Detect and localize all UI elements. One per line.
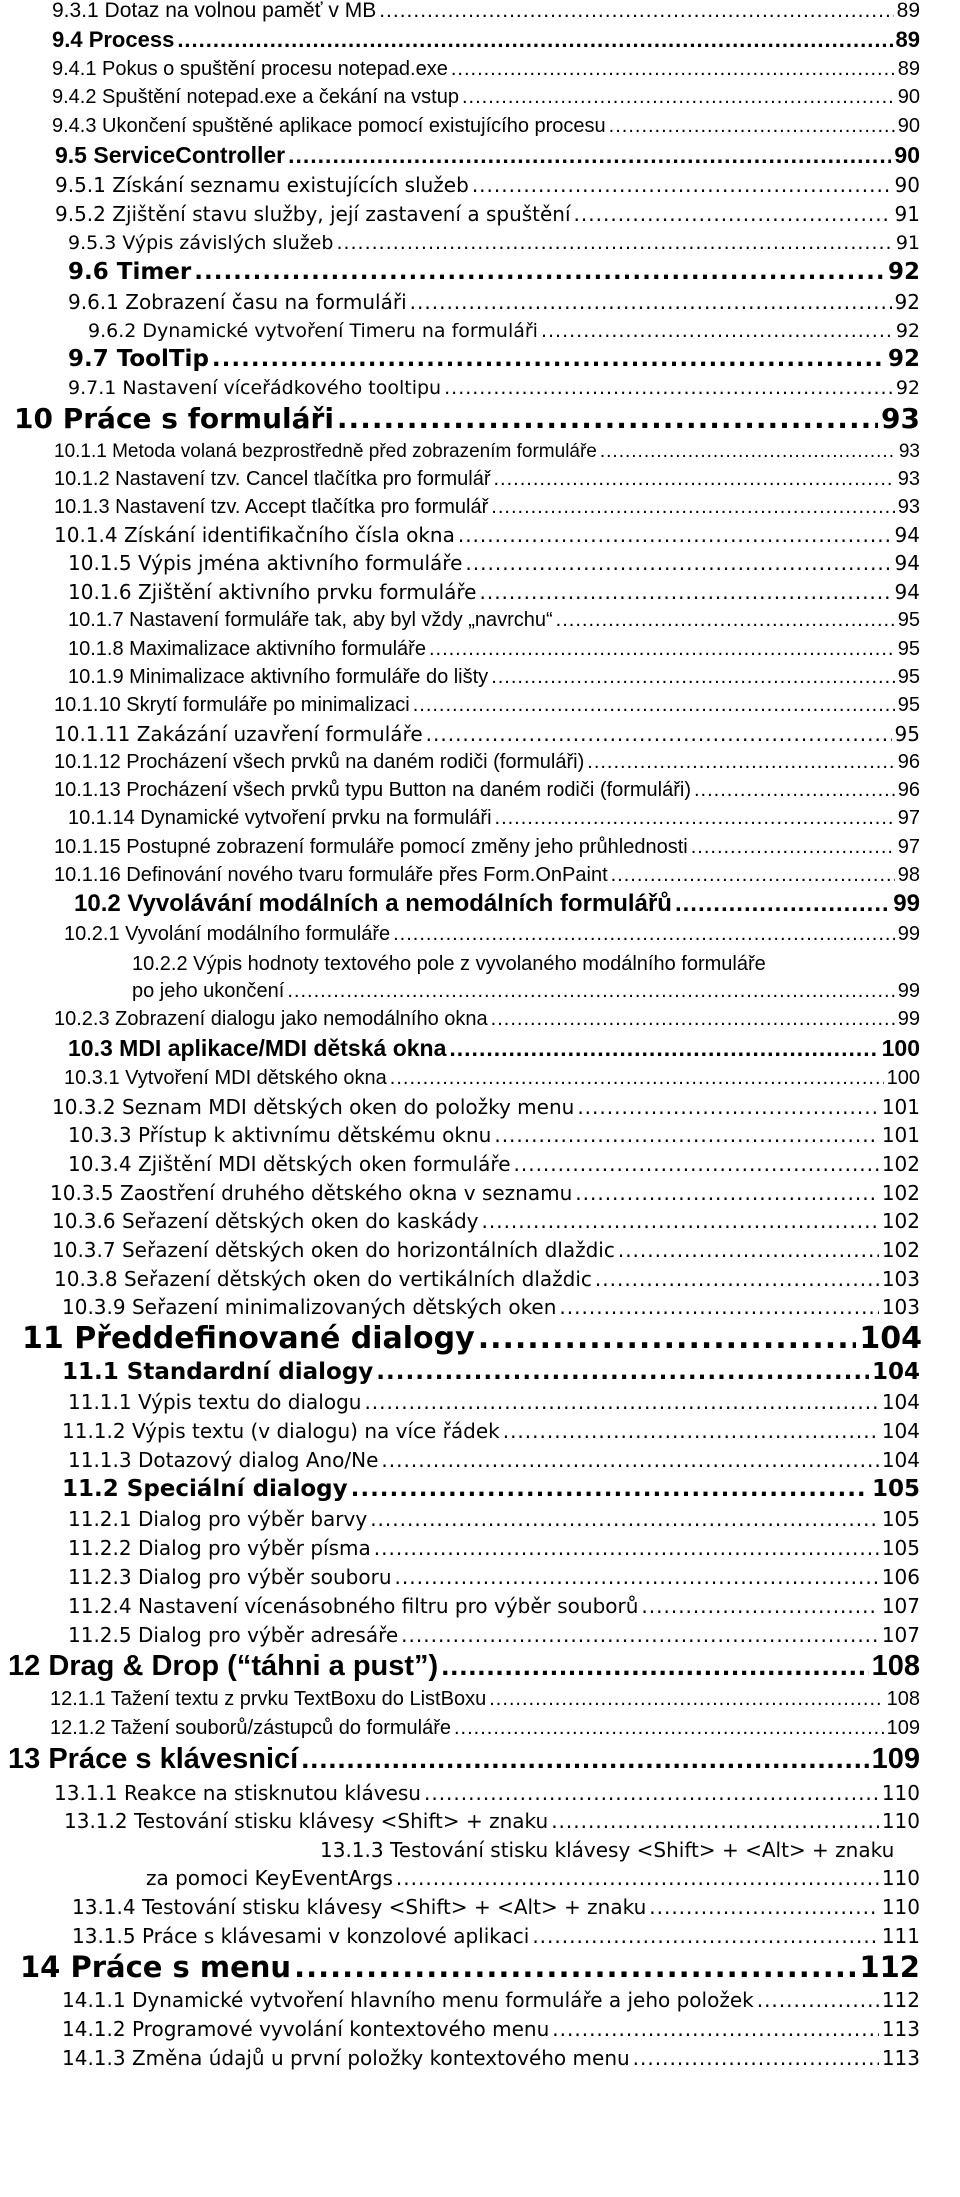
dot-leader [556,610,895,631]
toc-entry[interactable] [52,1238,920,1261]
toc-entry[interactable] [68,806,920,829]
toc-entry[interactable] [68,608,920,631]
toc-entry[interactable] [8,1741,920,1774]
toc-entry[interactable] [54,1267,920,1290]
toc-page-number: 95 [894,722,920,746]
toc-page-number: 103 [881,1267,920,1291]
toc-entry[interactable] [68,258,920,284]
dot-leader [381,1450,878,1471]
toc-page-number: 109 [871,1742,920,1775]
toc-entry[interactable] [64,922,920,945]
toc-page-number: 89 [895,26,920,52]
toc-page-number: 94 [894,551,920,575]
toc-page-number: 91 [894,202,920,226]
dot-leader [587,752,894,773]
toc-entry-title: 10.1.2 Nastavení tzv. Cancel tlačítka pro formulář [54,468,491,490]
dot-leader [495,808,895,829]
toc-page-number: 105 [881,1507,920,1531]
dot-leader [426,724,892,745]
toc-page-number: 113 [881,2017,920,2041]
toc-entry[interactable] [14,401,920,433]
dot-leader [424,1783,879,1804]
toc-entry-title: 10.1.15 Postupné zobrazení formuláře pomocí změny jeho průhlednosti [54,836,688,858]
toc-entry-title: 10.3.2 Seznam MDI dětských oken do položky menu [52,1095,575,1119]
toc-entry[interactable] [68,377,920,399]
dot-leader [482,1211,879,1232]
dot-leader [379,0,893,22]
toc-entry[interactable] [50,1687,920,1710]
toc-entry-title: 10.1.1 Metoda volaná bezprostředně před zobrazením formuláře [54,441,597,463]
toc-page-number: 90 [894,141,920,168]
toc-entry[interactable] [68,1448,920,1471]
dot-leader [449,1036,878,1060]
dot-leader [575,1183,879,1204]
toc-entry-title: 10.3.4 Zjištění MDI dětských oken formuláře [68,1152,511,1176]
toc-entry[interactable] [62,1358,920,1384]
toc-page-number: 94 [894,523,920,547]
toc-entry-title: 9.5 ServiceController [55,141,286,168]
toc-entry-title: 11.1 Standardní dialogy [62,1358,374,1385]
dot-leader [374,1538,879,1559]
toc-entry[interactable] [54,693,920,716]
toc-entry-title: 10.1.12 Procházení všech prvků na daném rodiči (formuláři) [54,751,585,773]
toc-entry-title: 10 Práce s formuláři [14,401,334,435]
toc-entry[interactable] [54,778,920,801]
toc-entry[interactable] [52,0,920,22]
toc-page-number: 95 [897,694,920,716]
dot-leader [503,1421,879,1442]
toc-entry-title: 10.3.1 Vytvoření MDI dětského okna [64,1067,387,1089]
dot-leader [600,442,896,462]
toc-entry-title: 13 Práce s klávesnicí [8,1742,299,1775]
toc-entry-title: 10.2.3 Zobrazení dialogu jako nemodálního okna [54,1008,488,1030]
toc-entry[interactable] [52,26,920,51]
dot-leader [552,2019,879,2040]
toc-entry[interactable] [68,1594,920,1617]
toc-entry-first-line[interactable] [132,952,920,975]
toc-page-number: 102 [881,1238,920,1262]
toc-entry-title: 9.6.1 Zobrazení času na formuláři [68,290,407,314]
dot-leader [194,260,885,284]
toc-page-number: 103 [881,1295,920,1319]
toc-entry[interactable] [68,1565,920,1588]
toc-page-number: 96 [897,779,920,801]
toc-entry-title: 10.3.3 Přístup k aktivnímu dětskému oknu [68,1123,492,1147]
toc-entry[interactable] [55,141,920,167]
dot-leader [494,469,895,490]
dot-leader [633,2048,879,2069]
toc-entry-title: 9.4.1 Pokus o spuštění procesu notepad.exe [52,58,448,80]
dot-leader [757,1990,879,2011]
toc-page-number: 101 [881,1095,920,1119]
toc-entry[interactable] [68,1623,920,1646]
toc-entry[interactable] [50,1716,920,1739]
toc-page-number: 102 [881,1181,920,1205]
toc-page-number: 92 [887,258,920,285]
dot-leader [376,1360,869,1384]
toc-entry-title: 10.1.5 Výpis jména aktivního formuláře [68,551,463,575]
toc-entry-title: 10.1.6 Zjištění aktivního prvku formuláře [68,580,477,604]
toc-entry-title: 9.5.3 Výpis závislých služeb [68,232,334,255]
toc-entry-title: 9.6.2 Dynamické vytvoření Timeru na formuláři [88,320,538,343]
toc-entry-title: 9.4.3 Ukončení spuštěné aplikace pomocí existujícího procesu [52,115,606,137]
toc-entry-title: 10.1.11 Zakázání uzavření formuláře [54,722,423,746]
dot-leader [441,1651,868,1681]
dot-leader [451,59,895,80]
toc-entry-title: 10.1.13 Procházení všech prvků typu Button na daném rodiči (formuláři) [54,779,691,801]
toc-page-number: 109 [886,1717,920,1739]
toc-entry-title: 9.4.2 Spuštění notepad.exe a čekání na vstup [52,86,459,108]
toc-entry-title: 11.2.2 Dialog pro výběr písma [68,1536,371,1560]
toc-entry[interactable] [54,523,920,546]
toc-page-number: 96 [897,751,920,773]
toc-entry[interactable] [22,1319,922,1354]
dot-leader [364,1392,878,1413]
toc-entry-title: 11.1.3 Dotazový dialog Ano/Ne [68,1448,379,1472]
toc-page-number: 110 [881,1866,920,1890]
dot-leader [336,234,892,254]
toc-page-number: 97 [897,807,920,829]
toc-entry[interactable] [54,750,920,773]
toc-entry[interactable] [62,2046,920,2069]
toc-page-number: 113 [881,2046,920,2070]
toc-entry-title: 13.1.5 Práce s klávesami v konzolové aplikaci [72,1924,530,1948]
toc-entry-title: 11.2.3 Dialog pro výběr souboru [68,1565,392,1589]
toc-page-number: 93 [897,496,920,518]
toc-entry[interactable] [68,290,920,313]
toc-entry[interactable] [68,665,920,688]
toc-page-number: 112 [881,1988,920,2012]
toc-entry-title: 10.1.7 Nastavení formuláře tak, aby byl vždy „navrchu“ [68,609,553,631]
toc-entry[interactable] [68,1123,920,1146]
dot-leader [465,553,891,574]
toc-page-number: 99 [897,1008,920,1030]
toc-entry[interactable] [54,722,920,745]
dot-leader [444,379,893,399]
toc-entry[interactable] [62,1475,920,1501]
toc-entry-title: 10.1.10 Skrytí formuláře po minimalizaci [54,694,410,716]
toc-entry-title: 13.1.2 Testování stisku klávesy <Shift> + znaku [64,1809,549,1833]
dot-leader [491,497,894,518]
toc-page-number: 90 [897,86,920,108]
toc-page-number: 112 [859,1949,920,1984]
toc-entry-title: 10.1.16 Definování nového tvaru formuláře přes Form.OnPaint [54,864,608,886]
dot-leader [541,322,893,342]
toc-page-number: 92 [895,320,920,343]
toc-entry[interactable] [55,173,920,196]
dot-leader [491,667,895,688]
toc-page-number: 90 [897,115,920,137]
toc-entry[interactable] [54,467,920,490]
toc-page-number: 92 [895,377,920,400]
toc-page-number: 102 [881,1152,920,1176]
toc-entry-title: 9.5.2 Zjištění stavu služby, její zastavení a spuštění [55,202,571,226]
toc-entry[interactable] [146,1866,920,1889]
dot-leader [559,1297,878,1318]
toc-page-number: 104 [881,1390,920,1414]
dot-leader [462,87,895,108]
dot-leader [491,1009,895,1030]
toc-entry-title: 12.1.2 Tažení souborů/zástupců do formuláře [50,1717,451,1739]
toc-entry[interactable] [54,835,920,858]
toc-entry[interactable] [62,1988,920,2011]
toc-entry-title: 10.3.8 Seřazení dětských oken do vertikálních dlaždic [54,1267,592,1291]
toc-entry[interactable] [68,345,920,371]
dot-leader [472,175,892,196]
dot-leader [410,292,892,313]
toc-entry[interactable] [74,888,920,916]
dot-leader [649,1897,879,1918]
toc-page-number: 110 [881,1809,920,1833]
toc-entry[interactable] [68,1390,920,1413]
dot-leader [390,1068,884,1089]
dot-leader [641,1596,878,1617]
toc-entry[interactable] [72,1924,920,1947]
dot-leader [413,695,895,716]
toc-page-number: 90 [894,173,920,197]
toc-entry-title: 11.2.5 Dialog pro výběr adresáře [68,1623,399,1647]
toc-entry-title: 10.2.1 Vyvolání modálního formuláře [64,923,391,945]
toc-page-number: 104 [881,1448,920,1472]
toc-entry-title: 10.2 Vyvolávání modálních a nemodálních formulářů [74,889,672,917]
dot-leader [429,639,895,660]
toc-entry[interactable] [68,1152,920,1175]
toc-page-number: 92 [894,290,920,314]
toc-entry-title: 9.4 Process [52,26,175,52]
toc-entry[interactable] [68,1507,920,1530]
toc-entry[interactable] [8,1648,920,1681]
toc-entry[interactable] [62,1295,920,1318]
toc-entry-first-line[interactable] [320,1838,920,1861]
toc-page-number: 105 [881,1536,920,1560]
toc-entry-title-continued: za pomoci KeyEventArgs [146,1866,393,1890]
toc-page-number: 89 [896,0,920,22]
dot-leader [577,1097,879,1118]
dot-leader [301,1744,868,1774]
toc-page-number: 108 [871,1649,920,1682]
dot-leader [494,1125,878,1146]
toc-entry[interactable] [54,1007,920,1030]
toc-entry-title: 14.1.3 Změna údajů u první položky kontextového menu [62,2046,630,2070]
dot-leader [618,1240,879,1261]
toc-page-number: 100 [886,1067,920,1089]
toc-entry[interactable] [88,320,920,342]
toc-entry[interactable] [52,57,920,80]
toc-entry[interactable] [72,1895,920,1918]
toc-entry-title: 12 Drag & Drop (“táhni a pust”) [8,1649,439,1682]
toc-entry-title: 10.3.7 Seřazení dětských oken do horizontálních dlaždic [52,1238,615,1262]
toc-entry-title: 14.1.2 Programové vyvolání kontextového menu [62,2017,550,2041]
toc-entry-title: 10.3.9 Seřazení minimalizovaných dětských oken [62,1295,557,1319]
dot-leader [691,837,895,858]
toc-entry-title: 13.1.1 Reakce na stisknutou klávesu [54,1781,421,1805]
toc-entry-title: 9.6 Timer [68,258,192,285]
dot-leader [551,1811,879,1832]
toc-entry-title: 11 Předdefinované dialogy [22,1320,475,1356]
dot-leader [393,924,895,945]
dot-leader [177,28,892,51]
toc-page-number: 102 [881,1209,920,1233]
toc-entry-title: 10.2.2 Výpis hodnoty textového pole z vyvolaného modálního formuláře [132,953,766,975]
dot-leader [454,1718,884,1739]
toc-page-number: 99 [897,980,920,1002]
toc-page-number: 105 [871,1475,920,1502]
toc-page-number: 99 [893,889,920,917]
toc-page-number: 107 [881,1623,920,1647]
toc-page-number: 95 [897,638,920,660]
dot-leader [395,1567,879,1588]
toc-page-number: 110 [881,1781,920,1805]
toc-page-number: 93 [897,468,920,490]
dot-leader [351,1477,869,1501]
toc-page-number: 108 [886,1688,920,1710]
dot-leader [532,1926,879,1947]
toc-page-number: 110 [881,1895,920,1919]
toc-entry[interactable] [68,1034,920,1060]
dot-leader [574,204,892,225]
dot-leader [370,1509,879,1530]
dot-leader [212,347,885,371]
toc-page-number: 104 [881,1419,920,1443]
toc-entry[interactable] [68,1536,920,1559]
toc-entry[interactable] [68,232,920,254]
toc-entry[interactable] [64,1809,920,1832]
dot-leader [514,1154,879,1175]
toc-page-number: 101 [881,1123,920,1147]
dot-leader [609,116,895,137]
dot-leader [675,891,890,916]
toc-entry[interactable] [62,1419,920,1442]
toc-entry-title: 11.2 Speciální dialogy [62,1475,348,1502]
toc-page-number: 111 [881,1924,920,1948]
toc-page-number: 89 [897,58,920,80]
dot-leader [287,981,894,1002]
toc-entry[interactable] [54,1781,920,1804]
toc-entry-title-continued: po jeho ukončení [132,980,285,1002]
dot-leader [478,1323,857,1355]
toc-entry[interactable] [68,637,920,660]
toc-entry[interactable] [52,1095,920,1118]
toc-page-number: 93 [881,401,920,435]
toc-entry[interactable] [54,863,920,886]
toc-entry-title: 10.3 MDI aplikace/MDI dětská okna [68,1034,447,1061]
toc-page-number: 104 [859,1320,922,1356]
toc-entry-title: 10.1.9 Minimalizace aktivního formuláře do lišty [68,666,489,688]
toc-entry[interactable] [64,1066,920,1089]
toc-page-number: 106 [881,1565,920,1589]
toc-entry-title: 9.3.1 Dotaz na volnou paměť v MB [52,0,377,22]
toc-entry[interactable] [68,580,920,603]
toc-entry[interactable] [50,1181,920,1204]
toc-entry-title: 11.1.2 Výpis textu (v dialogu) na více řádek [62,1419,500,1443]
toc-entry[interactable] [52,1209,920,1232]
dot-leader [458,525,892,546]
toc-page-number: 95 [897,666,920,688]
toc-page-number: 100 [881,1034,920,1061]
toc-entry-title: 10.1.4 Získání identifikačního čísla okna [54,523,455,547]
dot-leader [479,582,891,603]
dot-leader [611,865,895,886]
dot-leader [489,1689,883,1710]
toc-entry-title: 10.3.5 Zaostření druhého dětského okna v seznamu [50,1181,573,1205]
dot-leader [294,1952,856,1982]
toc-entry-title: 11.2.1 Dialog pro výběr barvy [68,1507,368,1531]
toc-entry[interactable] [132,979,920,1002]
toc-entry-title: 10.1.14 Dynamické vytvoření prvku na formuláři [68,807,492,829]
toc-page-number: 91 [895,232,920,255]
dot-leader [694,780,895,801]
dot-leader [396,1868,879,1889]
toc-page-number: 92 [887,345,920,372]
toc-entry[interactable] [54,440,920,462]
toc-entry-title: 11.2.4 Nastavení vícenásobného filtru pro výběr souborů [68,1594,639,1618]
toc-entry[interactable] [52,85,920,108]
toc-entry-title: 14 Práce s menu [20,1949,292,1984]
dot-leader [595,1269,879,1290]
toc-page-number: 104 [871,1358,920,1385]
toc-entry[interactable] [20,1949,920,1982]
toc-entry[interactable] [68,551,920,574]
toc-entry-title: 10.1.8 Maximalizace aktivního formuláře [68,638,426,660]
toc-page-number: 93 [898,441,920,463]
toc-entry-title: 9.7.1 Nastavení víceřádkového tooltipu [68,377,442,400]
toc-entry[interactable] [62,2017,920,2040]
toc-page-number: 99 [897,923,920,945]
dot-leader [337,404,878,433]
toc-entry-title: 11.1.1 Výpis textu do dialogu [68,1390,362,1414]
toc-entry-title: 13.1.3 Testování stisku klávesy <Shift> + <Alt> + znaku [320,1838,895,1862]
dot-leader [401,1625,879,1646]
toc-page-number: 98 [897,864,920,886]
toc-entry[interactable] [52,114,920,137]
toc-entry-title: 13.1.4 Testování stisku klávesy <Shift> + <Alt> + znaku [72,1895,647,1919]
toc-page-number: 107 [881,1594,920,1618]
toc-entry-title: 9.7 ToolTip [68,345,209,372]
toc-entry[interactable] [54,495,920,518]
toc-page-number: 97 [897,836,920,858]
toc-entry-title: 9.5.1 Získání seznamu existujících služeb [55,173,469,197]
toc-entry-title: 14.1.1 Dynamické vytvoření hlavního menu formuláře a jeho položek [62,1988,754,2012]
toc-entry-title: 12.1.1 Tažení textu z prvku TextBoxu do ListBoxu [50,1688,487,1710]
toc-page-number: 95 [897,609,920,631]
toc-page-number: 94 [894,580,920,604]
toc-entry[interactable] [55,202,920,225]
toc-entry-title: 10.3.6 Seřazení dětských oken do kaskády [52,1209,479,1233]
dot-leader [288,143,891,167]
toc-entry-title: 10.1.3 Nastavení tzv. Accept tlačítka pro formulář [54,496,489,518]
